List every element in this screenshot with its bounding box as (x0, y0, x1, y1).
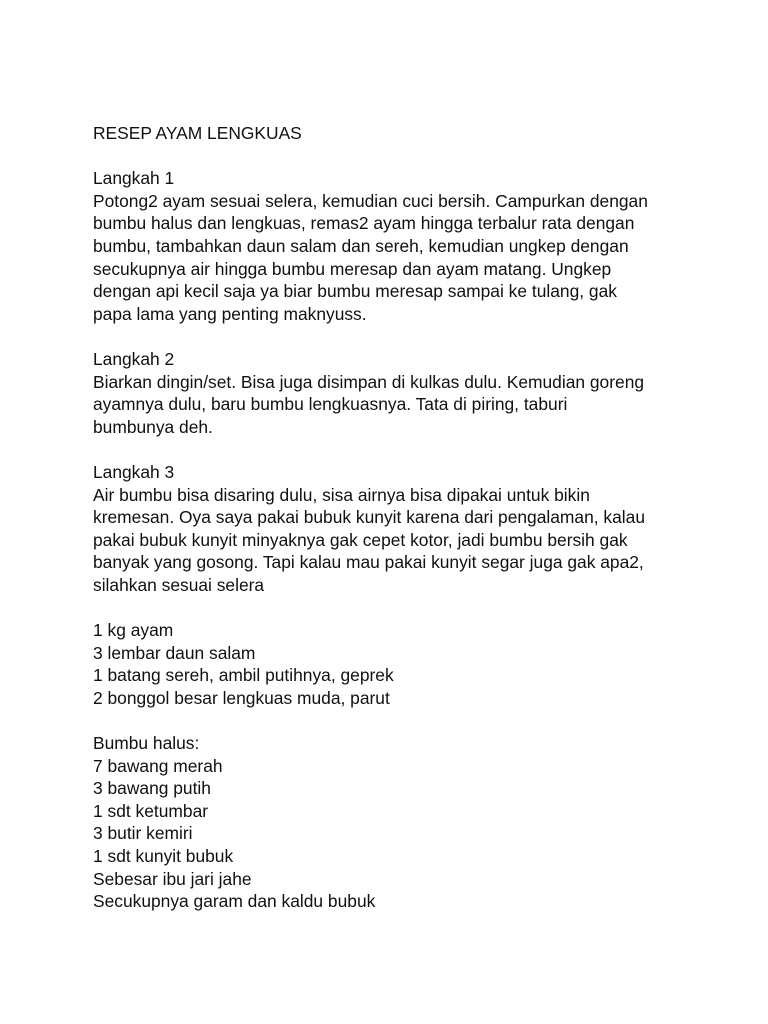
spacer (93, 596, 708, 619)
step-text-line: banyak yang gosong. Tapi kalau mau pakai kunyit segar juga gak apa2, (93, 552, 644, 573)
ingredient-item: 2 bonggol besar lengkuas muda, parut (93, 687, 390, 708)
bumbu-item: 7 bawang merah (93, 755, 223, 776)
bumbu-item: Secukupnya garam dan kaldu bubuk (93, 891, 376, 912)
bumbu-item: 1 sdt kunyit bubuk (93, 846, 234, 866)
step-text-line: secukupnya air hingga bumbu meresap dan ayam matang. Ungkep (93, 258, 612, 279)
step-heading: Langkah 3 (93, 461, 175, 482)
ingredient-item: 1 batang sereh, ambil putihnya, geprek (93, 665, 394, 686)
ingredient-item: 1 kg ayam (93, 620, 174, 641)
ingredients-list (93, 619, 708, 709)
step-1 (93, 167, 708, 325)
step-heading: Langkah 1 (93, 168, 175, 189)
step-text-line: Air bumbu bisa disaring dulu, sisa airnya bisa dipakai untuk bikin (93, 484, 590, 505)
spacer (93, 145, 708, 168)
step-3 (93, 461, 708, 597)
recipe-title: RESEP AYAM LENGKUAS (93, 123, 302, 143)
bumbu-item: 3 butir kemiri (93, 823, 193, 844)
step-text-line: silahkan sesuai selera (93, 574, 265, 595)
step-text-line: bumbu halus dan lengkuas, remas2 ayam hingga terbalur rata dengan (93, 213, 635, 234)
step-text-line: kremesan. Oya saya pakai bubuk kunyit karena dari pengalaman, kalau (93, 507, 645, 528)
bumbu-halus-list (93, 732, 708, 913)
spacer (93, 438, 708, 461)
step-heading: Langkah 2 (93, 348, 175, 369)
ingredient-item: 3 lembar daun salam (93, 642, 256, 663)
step-text-line: bumbunya deh. (93, 416, 213, 437)
step-text-line: bumbu, tambahkan daun salam dan sereh, kemudian ungkep dengan (93, 235, 629, 256)
bumbu-heading: Bumbu halus: (93, 733, 200, 754)
bumbu-item: 3 bawang putih (93, 778, 211, 799)
step-text-line: pakai bubuk kunyit minyaknya gak cepet kotor, jadi bumbu bersih gak (93, 529, 628, 550)
bumbu-item: Sebesar ibu jari jahe (93, 868, 252, 889)
step-text-line: ayamnya dulu, baru bumbu lengkuasnya. Tata di piring, taburi (93, 394, 568, 415)
spacer (93, 325, 708, 348)
step-text-line: Biarkan dingin/set. Bisa juga disimpan di kulkas dulu. Kemudian goreng (93, 371, 645, 392)
step-text-line: papa lama yang penting maknyuss. (93, 303, 367, 324)
spacer (93, 709, 708, 732)
bumbu-item: 1 sdt ketumbar (93, 800, 209, 821)
step-text-line: Potong2 ayam sesuai selera, kemudian cuci bersih. Campurkan dengan (93, 190, 648, 211)
step-text-line: dengan api kecil saja ya biar bumbu meresap sampai ke tulang, gak (93, 281, 617, 302)
step-2 (93, 348, 708, 438)
